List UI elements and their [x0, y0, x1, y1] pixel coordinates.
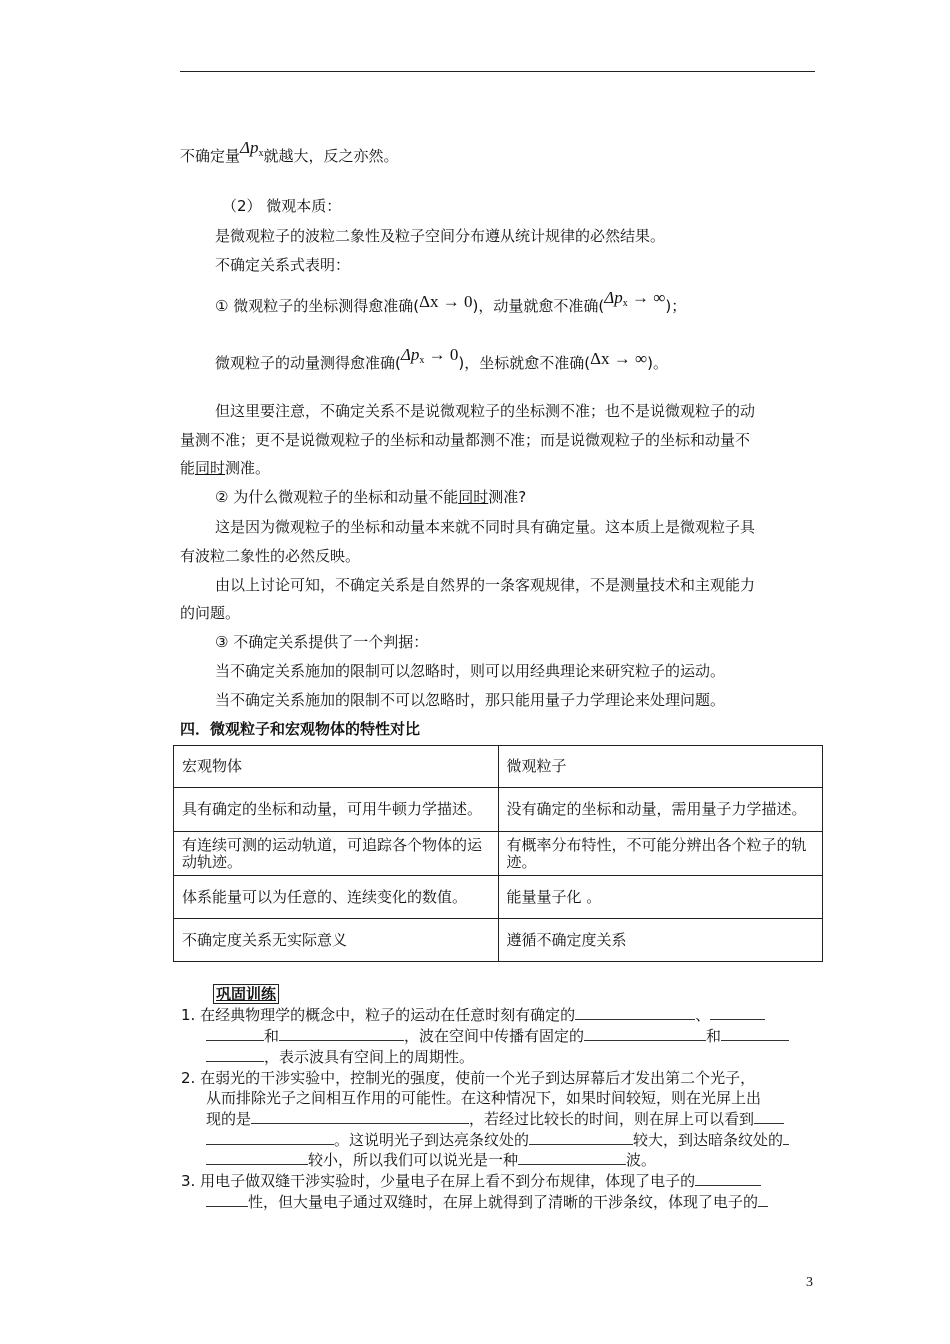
exercise-q2-line4: 。这说明光子到达亮条纹处的 较大，到达暗条纹处的	[206, 1130, 789, 1150]
text-line: 量测不准；更不是说微观粒子的坐标和动量都测不准；而是说微观粒子的坐标和动量不	[180, 431, 751, 449]
text-line: 当不确定关系施加的限制可以忽略时，则可以用经典理论来研究粒子的运动。	[215, 662, 726, 680]
table-header-cell: 宏观物体	[174, 746, 499, 788]
formula-dx-to-infinity: Δx → ∞	[590, 349, 648, 368]
comparison-table	[173, 745, 823, 962]
text-line: 能同时测准。	[180, 459, 271, 477]
table-cell: 具有确定的坐标和动量，可用牛顿力学描述。	[174, 788, 499, 832]
formula-dpx-to-infinity: Δpx → ∞	[604, 288, 666, 309]
exercise-q2-line5: 较小，所以我们可以说光是一种 波。	[206, 1150, 656, 1170]
section-title: 四．微观粒子和宏观物体的特性对比	[180, 720, 421, 738]
exercise-q2-line2: 从而排除光子之间相互作用的可能性。在这种情况下，如果时间较短，则在光屏上出	[206, 1089, 762, 1107]
text-line: 这是因为微观粒子的坐标和动量本来就不同时具有确定量。这本质上是微观粒子具	[215, 518, 756, 536]
text-line: 是微观粒子的波粒二象性及粒子空间分布遵从统计规律的必然结果。	[215, 227, 666, 245]
table-header-row	[174, 746, 823, 788]
exercise-q1-line1: 1. 在经典物理学的概念中，粒子的运动在任意时刻有确定的 、	[181, 1005, 765, 1025]
table-cell: 没有确定的坐标和动量，需用量子力学描述。	[498, 788, 823, 832]
table-header-cell: 微观粒子	[498, 746, 823, 788]
text-line: 不确定量Δpx就越大，反之亦然。	[180, 138, 399, 165]
section-subheading: （2） 微观本质：	[222, 197, 342, 215]
table-cell: 遵循不确定度关系	[498, 919, 823, 962]
table-cell: 能量量子化 。	[498, 876, 823, 919]
text-line: ① 微观粒子的坐标测得愈准确(Δx → 0)，动量就愈不准确(Δpx → ∞)；	[215, 288, 687, 315]
table-cell: 体系能量可以为任意的、连续变化的数值。	[174, 876, 499, 919]
table-cell: 不确定度关系无实际意义	[174, 919, 499, 962]
table-row	[174, 876, 823, 919]
table-row	[174, 919, 823, 962]
text-line: ② 为什么微观粒子的坐标和动量不能同时测准?	[215, 488, 527, 506]
formula-dx-to-zero: Δx → 0	[419, 292, 473, 311]
exercise-q3-line1b: 3. 用电子做双缝干涉实验时，少量电子在屏上看不到分布规律，体现了电子的	[181, 1171, 761, 1191]
text-line: ③ 不确定关系提供了一个判据：	[215, 633, 429, 651]
text-line: 但这里要注意，不确定关系不是说微观粒子的坐标测不准；也不是说微观粒子的动	[215, 402, 756, 420]
text-line: 微观粒子的动量测得愈准确(Δpx → 0)，坐标就愈不准确(Δx → ∞)。	[215, 345, 668, 372]
exercise-title: 巩固训练	[213, 984, 279, 1004]
text-line: 当不确定关系施加的限制不可以忽略时，那只能用量子力学理论来处理问题。	[215, 691, 726, 709]
formula-dpx-to-zero: Δpx → 0	[400, 345, 459, 366]
table-cell: 有连续可测的运动轨道，可追踪各个物体的运动轨迹。	[174, 832, 499, 876]
text-line: 有波粒二象性的必然反映。	[180, 547, 361, 565]
table-cell: 有概率分布特性，不可能分辨出各个粒子的轨迹。	[498, 832, 823, 876]
text-line: 由以上讨论可知，不确定关系是自然界的一条客观规律，不是测量技术和主观能力	[215, 576, 756, 594]
exercise-q1-line3: ，表示波具有空间上的周期性。	[206, 1047, 474, 1067]
text-line: 的问题。	[180, 604, 241, 622]
page-number: 3	[806, 1275, 813, 1290]
exercise-q2-line3: 现的是 ，若经过比较长的时间，则在屏上可以看到	[206, 1109, 784, 1129]
header-rule	[180, 71, 815, 72]
table-row	[174, 832, 823, 876]
exercise-q1-line2: 和 ，波在空间中传播有固定的 和	[206, 1026, 789, 1046]
exercise-q3-line2: 性，但大量电子通过双缝时，在屏上就得到了清晰的干涉条纹，体现了电子的	[206, 1192, 768, 1212]
exercise-q2-line1: 2. 在弱光的干涉实验中，控制光的强度，使前一个光子到达屏幕后才发出第二个光子，	[181, 1069, 756, 1087]
text-line: 不确定关系式表明：	[215, 256, 351, 274]
table-row	[174, 788, 823, 832]
formula-delta-px: Δpx	[240, 138, 264, 159]
